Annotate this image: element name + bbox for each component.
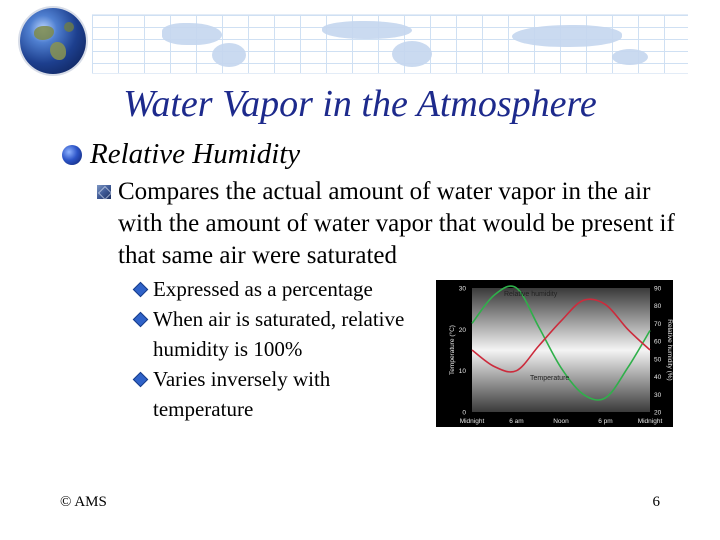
y-tick-right: 30 <box>654 391 662 399</box>
y-tick-left: 10 <box>458 368 466 376</box>
y-tick-left: 0 <box>462 409 466 417</box>
x-tick-label: 6 am <box>509 418 524 425</box>
y-axis-title-right: Relative humidity (%) <box>666 319 673 381</box>
bullet-ball-icon <box>62 145 82 165</box>
x-tick-label: Midnight <box>637 418 663 425</box>
list-item: Expressed as a percentage <box>133 274 413 304</box>
diamond-bullet-icon <box>133 312 149 328</box>
bullet-level1 <box>62 138 300 171</box>
sub-bullet-list <box>133 274 413 424</box>
y-tick-left: 30 <box>458 285 466 293</box>
x-tick-label: Midnight <box>459 418 485 425</box>
y-tick-right: 40 <box>654 374 662 382</box>
plot-background <box>472 288 650 412</box>
y-axis-title-left: Temperature (°C) <box>449 325 456 375</box>
bullet-level2-text: Compares the actual amount of water vapor in the air with the amount of water vapor that would be present if that same air were saturated <box>118 178 675 269</box>
diamond-bullet-icon <box>133 282 149 298</box>
y-tick-right: 60 <box>654 338 662 346</box>
footer-credit: © AMS <box>60 494 107 510</box>
y-tick-left: 20 <box>458 326 466 334</box>
world-map-banner <box>92 14 688 74</box>
list-item: When air is saturated, relative humidity is 100% <box>133 304 413 364</box>
page-number: 6 <box>652 494 660 510</box>
y-tick-right: 50 <box>654 356 662 364</box>
humidity-temperature-chart <box>436 280 673 427</box>
series-label-humidity: Relative humidity <box>504 291 558 298</box>
globe-logo <box>20 8 86 74</box>
series-label-temperature: Temperature <box>530 375 570 382</box>
chart-svg <box>436 280 673 427</box>
y-tick-right: 70 <box>654 320 662 328</box>
y-tick-right: 20 <box>654 409 662 417</box>
x-tick-label: Noon <box>553 418 569 425</box>
slide-title: Water Vapor in the Atmosphere <box>123 83 597 125</box>
y-tick-right: 80 <box>654 303 662 311</box>
bullet-square-icon <box>97 185 111 199</box>
diamond-bullet-icon <box>133 372 149 388</box>
bullet-level2 <box>97 176 677 272</box>
y-tick-right: 90 <box>654 285 662 293</box>
x-tick-label: 6 pm <box>598 418 613 425</box>
bullet-level1-text: Relative Humidity <box>90 138 301 170</box>
list-item: Varies inversely with temperature <box>133 364 413 424</box>
